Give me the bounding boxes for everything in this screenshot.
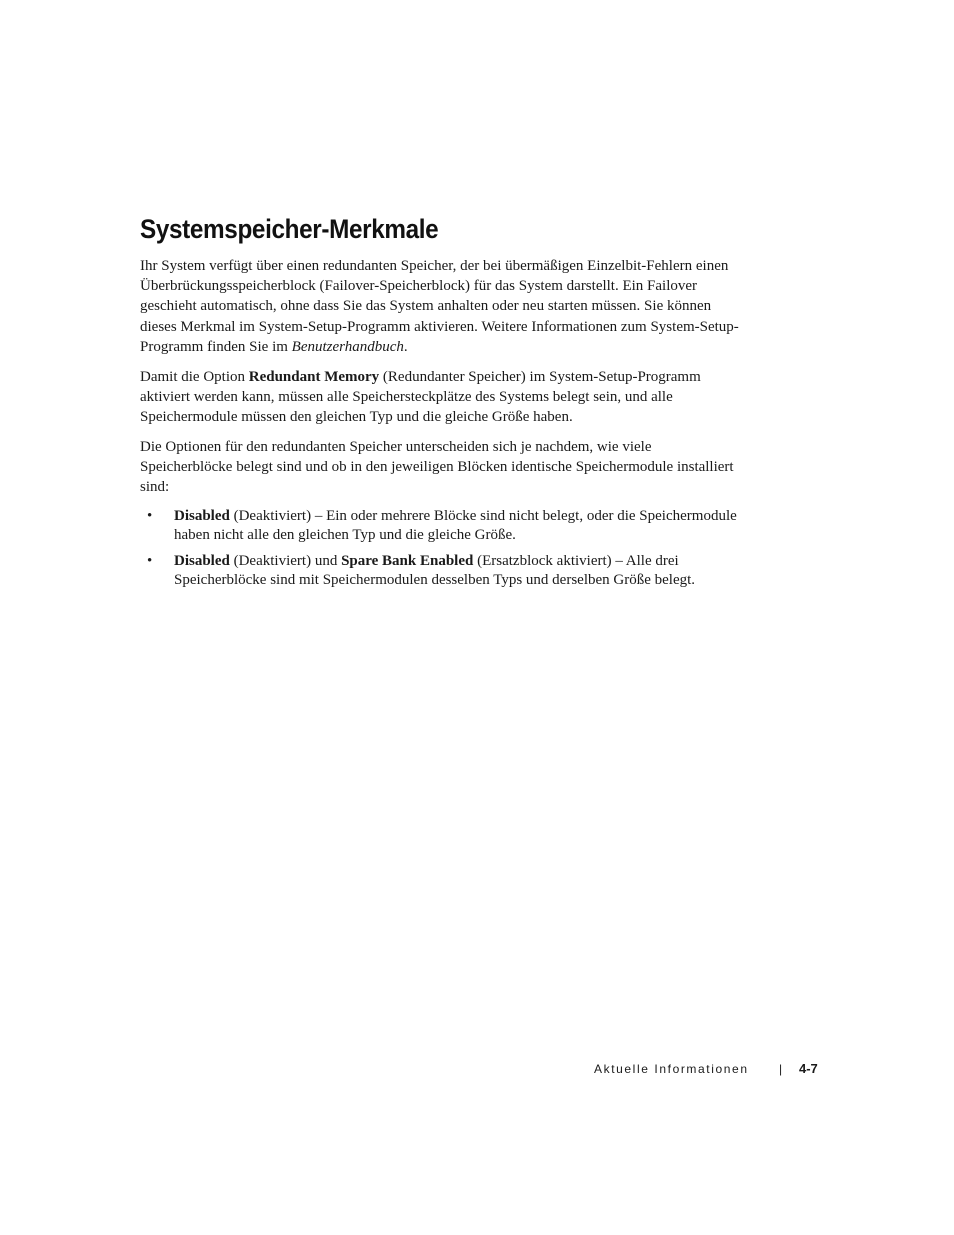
section-heading: Systemspeicher-Merkmale	[140, 214, 439, 244]
paragraph-options: Die Optionen für den redundanten Speicher unterscheiden sich je nachdem, wie viele Speicherblöcke belegt sind und ob in den jeweiligen Blöcken identische Speichermodule installiert sind:	[140, 438, 734, 496]
page-footer	[594, 1061, 818, 1076]
option-redundant-memory: Redundant Memory	[248, 368, 380, 385]
option-description: (Deaktiviert) und	[229, 553, 342, 570]
manual-title-emphasis: Benutzerhandbuch	[291, 338, 404, 355]
option-name: Disabled	[174, 553, 230, 570]
bullet-icon: •	[147, 553, 153, 570]
paragraph-intro	[140, 256, 740, 357]
list-item	[140, 552, 740, 590]
list-item	[140, 507, 740, 545]
section-body	[140, 256, 740, 598]
footer-separator: |	[779, 1062, 783, 1076]
paragraph-intro-end: .	[403, 338, 408, 355]
paragraph-requirements-prefix: Damit die Option	[140, 368, 249, 385]
paragraph-requirements	[140, 367, 740, 428]
page-number: 4-7	[799, 1061, 818, 1076]
paragraph-requirements-suffix: (Redundanter Speicher) im System-Setup-Programm aktiviert werden kann, müssen alle Speichersteckplätze des Systems belegt sein, und alle Speichermodule müssen den gleichen Typ und die gleiche Größe haben.	[140, 368, 701, 425]
paragraph-intro-text: Ihr System verfügt über einen redundanten Speicher, der bei übermäßigen Einzelbit-Fehlern einen Überbrückungsspeicherblock (Failover-Speicherblock) für das System darstellt. Ein Failover geschieht automatisch, ohne dass Sie das System anhalten oder neu starten müssen. Sie können dieses Merkmal im System-Setup-Programm aktivieren. Weitere Informationen zum System-Setup-Programm finden Sie im	[140, 258, 739, 355]
option-description: (Deaktiviert) – Ein oder mehrere Blöcke sind nicht belegt, oder die Speichermodule haben nicht alle den gleichen Typ und die gleiche Größe.	[174, 507, 737, 543]
option-name: Disabled	[174, 507, 230, 524]
footer-section-name: Aktuelle Informationen	[594, 1062, 749, 1076]
options-list	[140, 507, 740, 591]
option-description-spare-bank: (Ersatzblock aktiviert) – Alle drei Speicherblöcke sind mit Speichermodulen desselben Typs und derselben Größe belegt.	[174, 553, 696, 589]
bullet-icon: •	[147, 507, 153, 524]
option-name-spare-bank: Spare Bank Enabled	[341, 553, 474, 570]
